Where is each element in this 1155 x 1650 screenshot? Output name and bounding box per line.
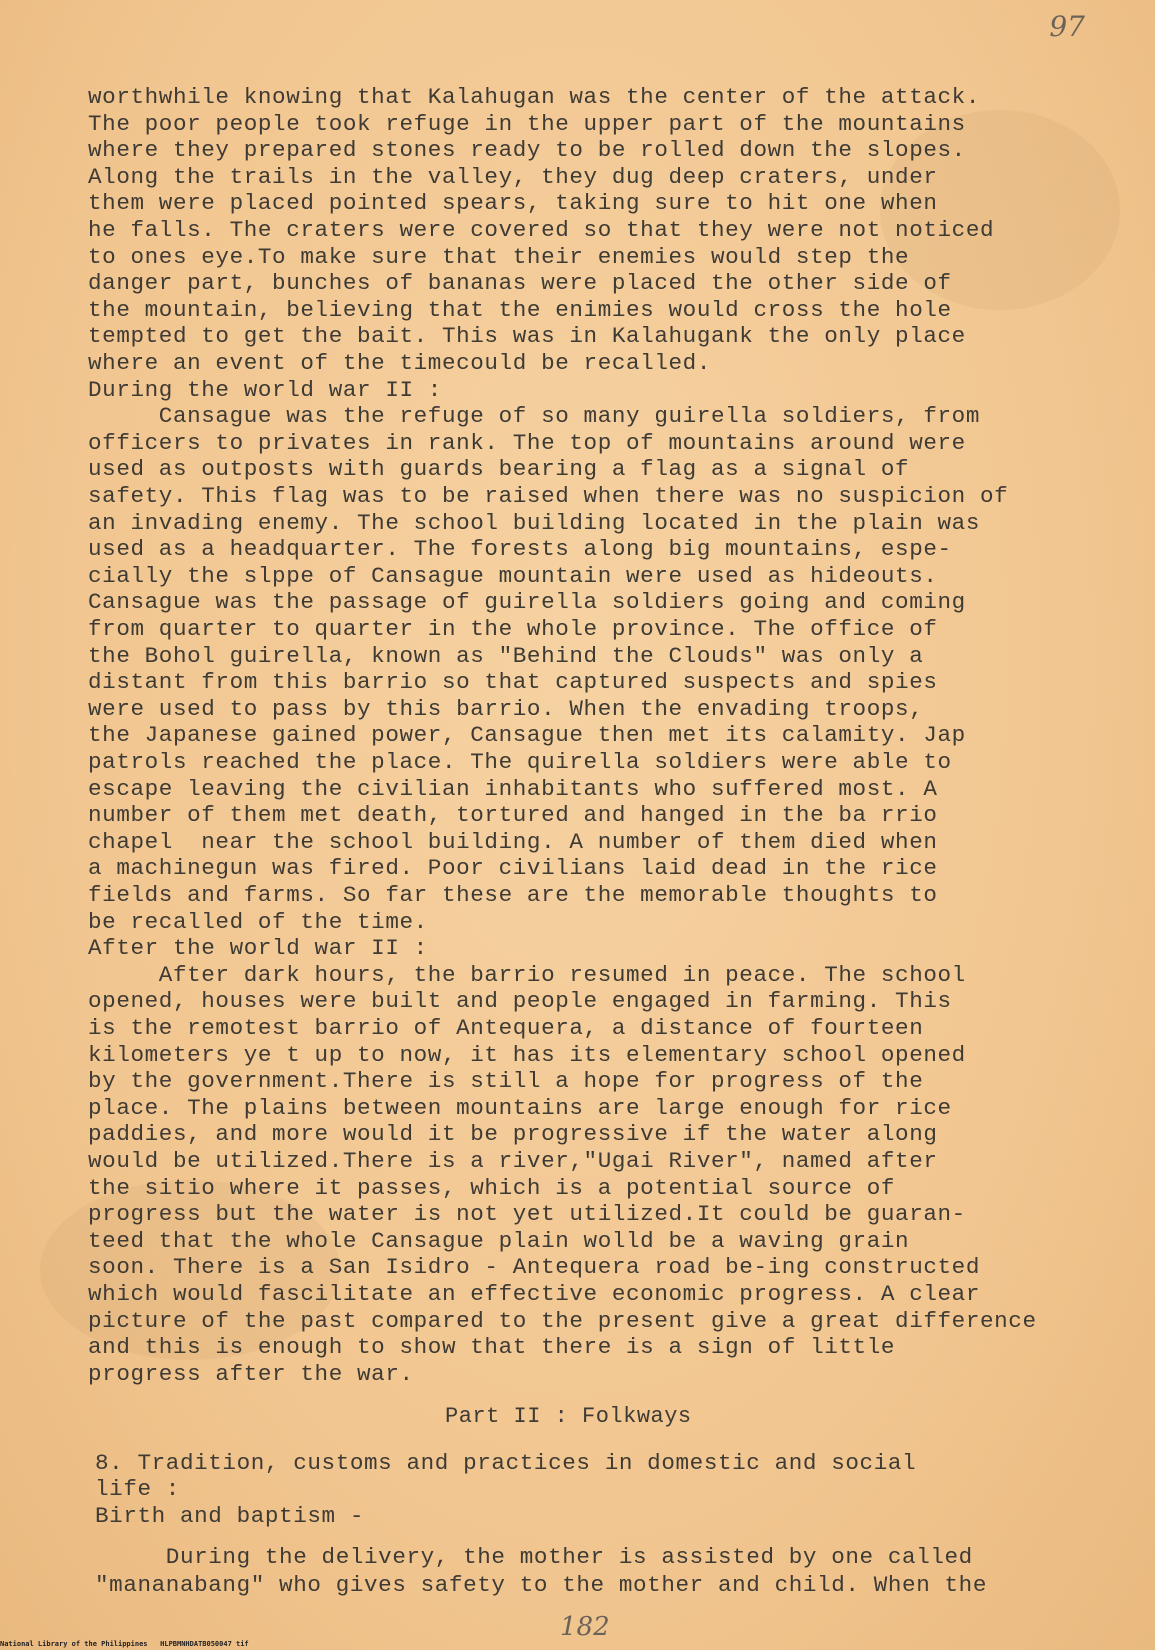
text-line: Cansague was the refuge of so many guirella soldiers, from [88,403,980,430]
part-heading: Part II : Folkways [445,1404,692,1429]
text-line: place. The plains between mountains are large enough for rice [88,1094,952,1121]
text-line: were used to pass by this barrio. When the envading troops, [88,695,924,722]
text-line: kilometers ye t up to now, it has its elementary school opened [88,1041,966,1068]
text-line: officers to privates in rank. The top of mountains around were [88,429,966,456]
text-line: picture of the past compared to the present give a great difference [88,1307,1037,1334]
text-line: safety. This flag was to be raised when there was no suspicion of [88,483,1009,509]
text-line: tempted to get the bait. This was in Kalahugank the only place [88,323,966,350]
text-line: worthwhile knowing that Kalahugan was the center of the attack. [88,84,980,110]
text-line: the sitio where it passes, which is a potential source of [88,1174,896,1201]
text-line: progress after the war. [88,1360,414,1387]
text-line: and this is enough to show that there is a sign of little [88,1334,896,1361]
page-number-bottom: 182 [560,1612,610,1642]
section-line: Birth and baptism - [95,1503,365,1529]
section-line: "mananabang" who gives safety to the mother and child. When the [95,1572,987,1598]
text-line: opened, houses were built and people engaged in farming. This [88,988,952,1015]
section-line: 8. Tradition, customs and practices in domestic and social [95,1450,917,1476]
text-line: chapel near the school building. A number of them died when [88,828,938,855]
section-line: life : [95,1476,180,1502]
text-line: The poor people took refuge in the upper part of the mountains [88,110,966,137]
text-line: used as a headquarter. The forests along big mountains, espe- [88,536,952,563]
text-line: danger part, bunches of bananas were placed the other side of [88,270,952,297]
text-line: he falls. The craters were covered so that they were not noticed [88,217,995,243]
text-line: to ones eye.To make sure that their enemies would step the [88,243,910,270]
text-line: them were placed pointed spears, taking sure to hit one when [88,190,938,217]
text-line: a machinegun was fired. Poor civilians laid dead in the rice [88,855,938,882]
text-line: During the world war II : [88,376,442,403]
text-line: the mountain, believing that the enimies would cross the hole [88,296,952,323]
text-line: escape leaving the civilian inhabitants who suffered most. A [88,775,938,802]
text-line: the Bohol guirella, known as "Behind the Clouds" was only a [88,642,924,669]
text-line: patrols reached the place. The quirella soldiers were able to [88,749,952,775]
text-line: from quarter to quarter in the whole province. The office of [88,616,938,642]
text-line: After the world war II : [88,935,428,962]
text-line: be recalled of the time. [88,908,428,935]
text-line: the Japanese gained power, Cansague then met its calamity. Jap [88,722,966,749]
text-line: progress but the water is not yet utilized.It could be guaran- [88,1201,966,1228]
text-line: would be utilized.There is a river,"Ugai River", named after [88,1148,938,1174]
text-line: fields and farms. So far these are the memorable thoughts to [88,882,938,908]
page-number-top: 97 [1049,10,1085,43]
text-line: Cansague was the passage of guirella soldiers going and coming [88,589,966,616]
archive-footer: National Library of the Philippines HLPBMNHDATB050047 tif [0,1640,249,1648]
text-line: which would fascilitate an effective economic progress. A clear [88,1281,980,1307]
text-line: number of them met death, tortured and hanged in the ba rrio [88,802,938,829]
text-line: distant from this barrio so that captured suspects and spies [88,669,938,696]
text-line: an invading enemy. The school building located in the plain was [88,509,980,536]
section-line: During the delivery, the mother is assisted by one called [95,1544,973,1570]
text-line: soon. There is a San Isidro - Antequera road be-ing constructed [88,1254,980,1281]
text-line: where an event of the timecould be recalled. [88,350,711,376]
text-line: where they prepared stones ready to be rolled down the slopes. [88,137,966,164]
text-line: After dark hours, the barrio resumed in peace. The school [88,961,966,988]
text-line: cially the slppe of Cansague mountain were used as hideouts. [88,562,938,589]
text-line: Along the trails in the valley, they dug deep craters, under [88,163,938,190]
text-line: paddies, and more would it be progressive if the water along [88,1121,938,1148]
text-line: is the remotest barrio of Antequera, a distance of fourteen [88,1015,924,1041]
text-line: used as outposts with guards bearing a flag as a signal of [88,456,910,483]
text-line: teed that the whole Cansague plain wolld be a waving grain [88,1227,910,1254]
text-line: by the government.There is still a hope for progress of the [88,1068,924,1095]
